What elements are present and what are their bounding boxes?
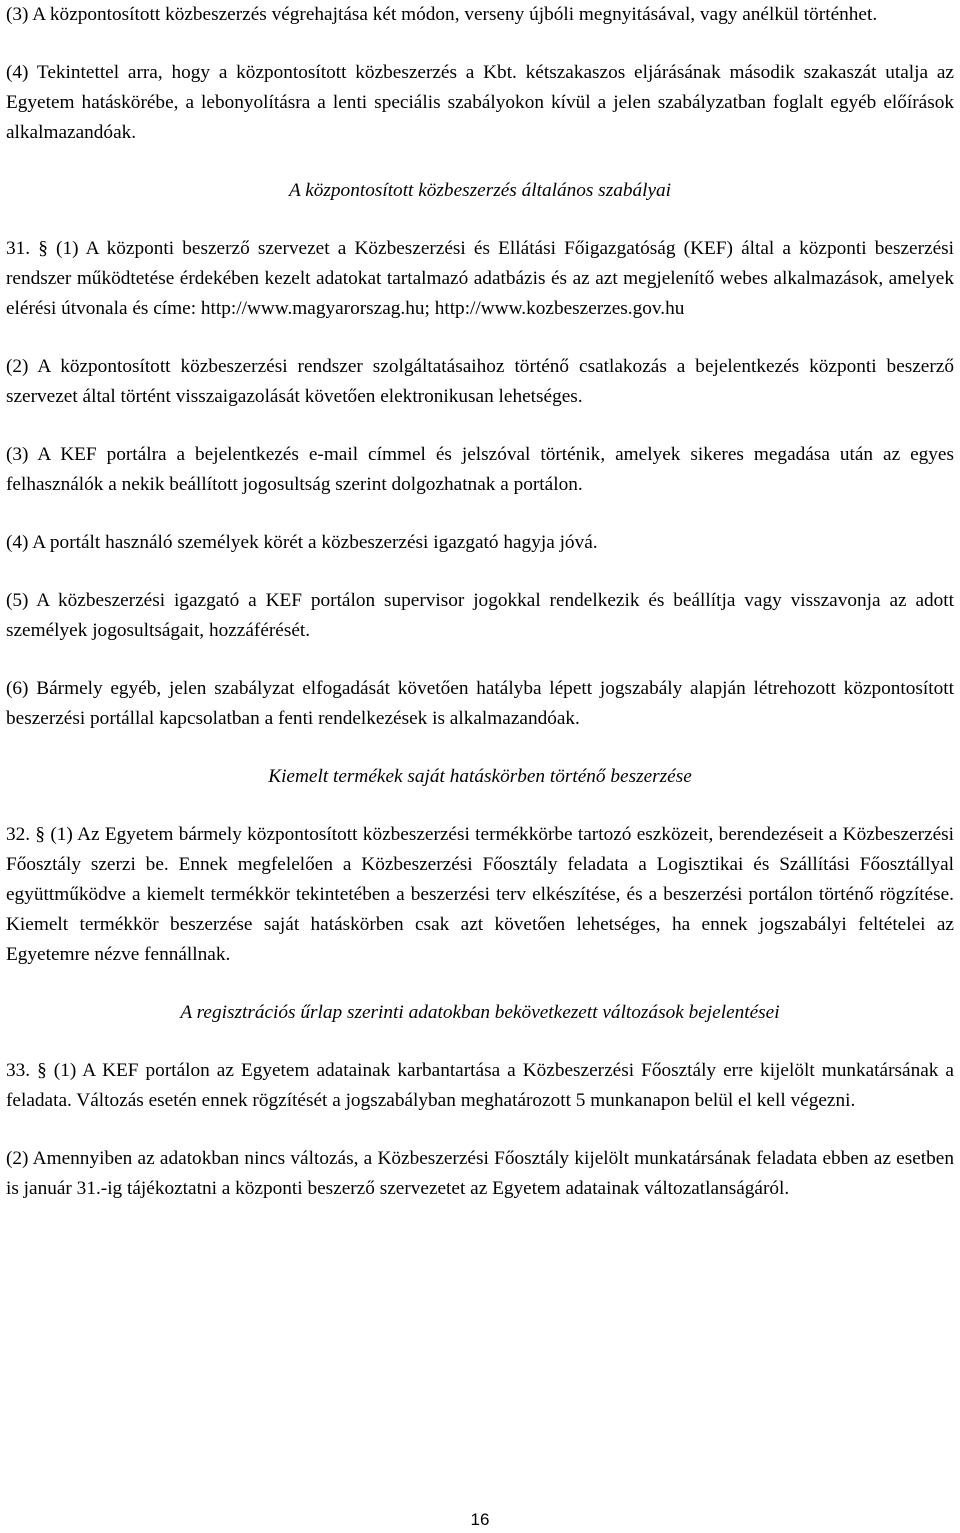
paragraph-32-1: 32. § (1) Az Egyetem bármely központosított közbeszerzési termékkörbe tartozó eszközeit, berendezéseit a Közbeszerzési Főosztály szerzi be. Ennek megfelelően a Közbeszerzési Főosztály feladata a Logisztikai és Szállítási Főosztállyal együttműködve a kiemelt termékkör tekintetében a beszerzési terv elkészítése, és a beszerzési portálon történő rögzítése. Kiemelt termékkör beszerzése saját hatáskörben csak azt követően lehetséges, ha ennek jogszabályi feltételei az Egyetemre nézve fennállnak. [6, 824, 954, 965]
paragraph-31-3: (3) A KEF portálra a bejelentkezés e-mail címmel és jelszóval történik, amelyek sikeres megadása után az egyes felhasználók a nekik beállított jogosultság szerint dolgozhatnak a portálon. [6, 444, 954, 495]
section-heading-general-rules: A központosított közbeszerzés általános szabályai [288, 180, 672, 201]
block-spacer [6, 970, 954, 998]
block-spacer [6, 1116, 954, 1144]
paragraph-31-5: (5) A közbeszerzési igazgató a KEF portálon supervisor jogokkal rendelkezik és beállítja vagy visszavonja az adott személyek jogosultságait, hozzáférését. [6, 590, 954, 641]
paragraph-31-6: (6) Bármely egyéb, jelen szabályzat elfogadását követően hatályba lépett jogszabály alapján létrehozott központosított beszerzési portállal kapcsolatban a fenti rendelkezések is alkalmazandóak. [6, 678, 954, 729]
document-page [6, 0, 954, 1204]
paragraph-31-2: (2) A központosított közbeszerzési rendszer szolgáltatásaihoz történő csatlakozás a bejelentkezés központi beszerző szervezet által történt visszaigazolását követően elektronikusan lehetséges. [6, 356, 954, 407]
paragraph-33-2: (2) Amennyiben az adatokban nincs változás, a Közbeszerzési Főosztály kijelölt munkatársának feladata ebben az esetben is január 31.-ig tájékoztatni a központi beszerző szervezetet az Egyetem adatainak változatlanságáról. [6, 1148, 954, 1199]
block-spacer [6, 734, 954, 762]
paragraph-31-1: 31. § (1) A központi beszerző szervezet a Közbeszerzési és Ellátási Főigazgatóság (KEF) által a központi beszerzési rendszer működtetése érdekében kezelt adatokat tartalmazó adatbázis és az azt megjelenítő webes alkalmazások, amelyek elérési útvonala és címe: http://www.magyarorszag.hu; http://www.kozbeszerzes.gov.hu [6, 238, 954, 319]
block-spacer [6, 412, 954, 440]
paragraph-30-3: (3) A központosított közbeszerzés végrehajtása két módon, verseny újbóli megnyitásával, vagy anélkül történhet. [6, 4, 878, 25]
paragraph-33-1: 33. § (1) A KEF portálon az Egyetem adatainak karbantartása a Közbeszerzési Főosztály erre kijelölt munkatársának a feladata. Változás esetén ennek rögzítését a jogszabályban meghatározott 5 munkanapon belül el kell végezni. [6, 1060, 954, 1111]
paragraph-31-4: (4) A portált használó személyek körét a közbeszerzési igazgató hagyja jóvá. [6, 532, 598, 553]
section-heading-registration-changes: A regisztrációs űrlap szerinti adatokban bekövetkezett változások bejelentései [180, 1002, 780, 1023]
block-spacer [6, 1028, 954, 1056]
paragraph-30-4: (4) Tekintettel arra, hogy a központosított közbeszerzés a Kbt. kétszakaszos eljárásának második szakaszát utalja az Egyetem hatáskörébe, a lebonyolításra a lenti speciális szabályokon kívül a jelen szabályzatban foglalt egyéb előírások alkalmazandóak. [6, 62, 954, 143]
block-spacer [6, 206, 954, 234]
block-spacer [6, 646, 954, 674]
page-number: 16 [470, 1510, 490, 1529]
block-spacer [6, 324, 954, 352]
block-spacer [6, 558, 954, 586]
block-spacer [6, 792, 954, 820]
block-spacer [6, 30, 954, 58]
block-spacer [6, 148, 954, 176]
section-heading-highlighted-products: Kiemelt termékek saját hatáskörben történő beszerzése [268, 766, 692, 787]
block-spacer [6, 500, 954, 528]
